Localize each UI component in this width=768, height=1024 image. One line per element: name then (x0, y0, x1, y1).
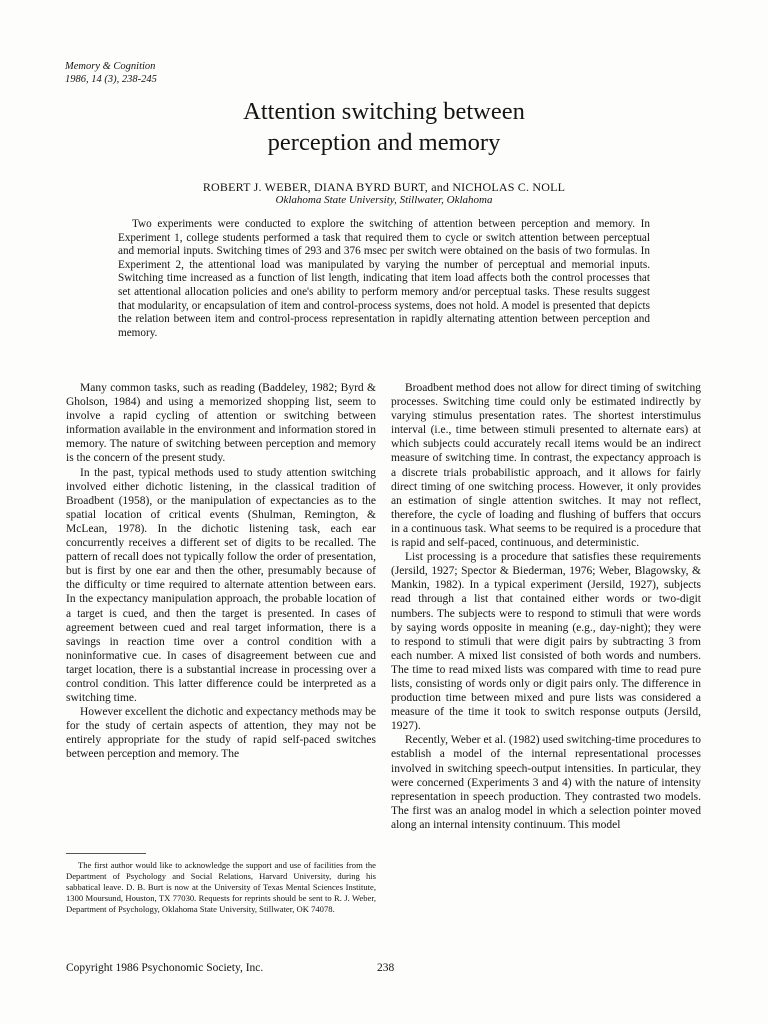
copyright-notice: Copyright 1986 Psychonomic Society, Inc. (66, 962, 264, 974)
paragraph: Broadbent method does not allow for direct timing of switching processes. Switching time could only be estimated indirectly by varying stimulus presentation rates. The shortest interstimulus interval (i.e., time between stimuli presented to alternate ears) at which subjects could accurately recall items would be an indirect measure of switching time. In contrast, the expectancy approach is a discrete trials probabilistic approach, and it allows for fairly direct timing of one switching process. However, it only provides an estimation of single attention switches. It may not reflect, therefore, the cycle of loading and flushing of buffers that occurs in a continuous task. What seems to be required is a procedure that is rapid and self-paced, continuous, and deterministic. (391, 382, 701, 550)
title-line-1: Attention switching between (243, 98, 525, 125)
body-column-left (66, 381, 376, 762)
journal-name: Memory & Cognition (65, 61, 156, 72)
paragraph: List processing is a procedure that satisfies these requirements (Jersild, 1927; Spector & Biederman, 1976; Weber, Blagowsky, & Mankin, 1982). In a typical experiment (Jersild, 1927), subjects read through a list that contained either words or two-digit numbers. The subjects were to respond to stimuli that were words by saying words opposite in meaning (e.g., day-night); they were to respond to stimuli that were digit pairs by subtracting 3 from each number. A mixed list consisted of both words and numbers. The time to read mixed lists was compared with time to read pure lists, consisting of words only or digit pairs only. The difference in production time between mixed and pure lists was considered a measure of the time it took to switch response outputs (Jersild, 1927). (391, 551, 701, 733)
paragraph: Recently, Weber et al. (1982) used switching-time procedures to establish a model of the internal representational processes involved in switching speech-output intensities. In particular, they were concerned (Experiments 3 and 4) with the nature of intensity representation in speech production. They contrasted two models. The first was an analog model in which a selection pointer moved along an internal intensity continuum. This model (391, 734, 701, 831)
article-title (150, 96, 618, 158)
paragraph: However excellent the dichotic and expectancy methods may be for the study of certain aspects of attention, they may not be entirely appropriate for the study of rapid self-paced switches between perception and memory. The (66, 706, 376, 761)
page-number: 238 (377, 962, 395, 974)
author-affiliation: Oklahoma State University, Stillwater, Oklahoma (275, 194, 493, 206)
paragraph: Many common tasks, such as reading (Baddeley, 1982; Byrd & Gholson, 1984) and using a memorized shopping list, seem to involve a rapid cycling of attention or switching between information available in the environment and information stored in memory. The nature of switching between perception and memory is the concern of the present study. (66, 382, 376, 465)
paragraph: In the past, typical methods used to study attention switching involved either dichotic listening, in the classical tradition of Broadbent (1958), or the manipulation of expectancies as to the spatial location of critical events (Shulman, Remington, & McLean, 1978). In the dichotic listening task, each ear concurrently receives a different set of digits to be recalled. The pattern of recall does not typically follow the order of presentation, but is first by one ear and then the other, presumably because of the difficulty or time required to alternate attention between ears. In the expectancy manipulation approach, the probable location of a target is cued, and then the target is presented. In cases of agreement between cued and real target information, there is a savings in reaction time over a control condition with a noninformative cue. In cases of disagreement between cue and target location, there is a substantial increase in processing over a control condition. This latter difference could be interpreted as a switching time. (66, 466, 376, 705)
author-list: ROBERT J. WEBER, DIANA BYRD BURT, and NICHOLAS C. NOLL (202, 180, 566, 194)
footnote-divider (66, 853, 146, 854)
title-line-2: perception and memory (267, 129, 501, 156)
body-column-right (391, 381, 701, 832)
abstract: Two experiments were conducted to explore the switching of attention between perception and memory. In Experiment 1, college students performed a task that required them to cycle or switch attention between perceptual and memorial inputs. Switching times of 293 and 376 msec per switch were obtained on the basis of two formulas. In Experiment 2, the attentional load was manipulated by varying the number of perceptual and memorial inputs. Switching time increased as a function of list length, indicating that item load affects both the control processes that set attentional allocation policies and one's ability to perform memory and/or perceptual tasks. These results suggest that modularity, or encapsulation of item and control-process systems, does not hold. A model is presented that depicts the relation between item and control-process representation in rapidly alternating attention between perception and memory. (118, 218, 650, 339)
journal-volume: 1986, 14 (3), 238-245 (65, 74, 157, 85)
footnote: The first author would like to acknowledge the support and use of facilities from the Department of Psychology and Social Relations, Harvard University, during his sabbatical leave. D. B. Burt is now at the University of Texas Mental Sciences Institute, 1300 Moursund, Houston, TX 77030. Requests for reprints should be sent to R. J. Weber, Department of Psychology, Oklahoma State University, Stillwater, OK 74078. (66, 860, 376, 914)
journal-citation (65, 60, 157, 86)
